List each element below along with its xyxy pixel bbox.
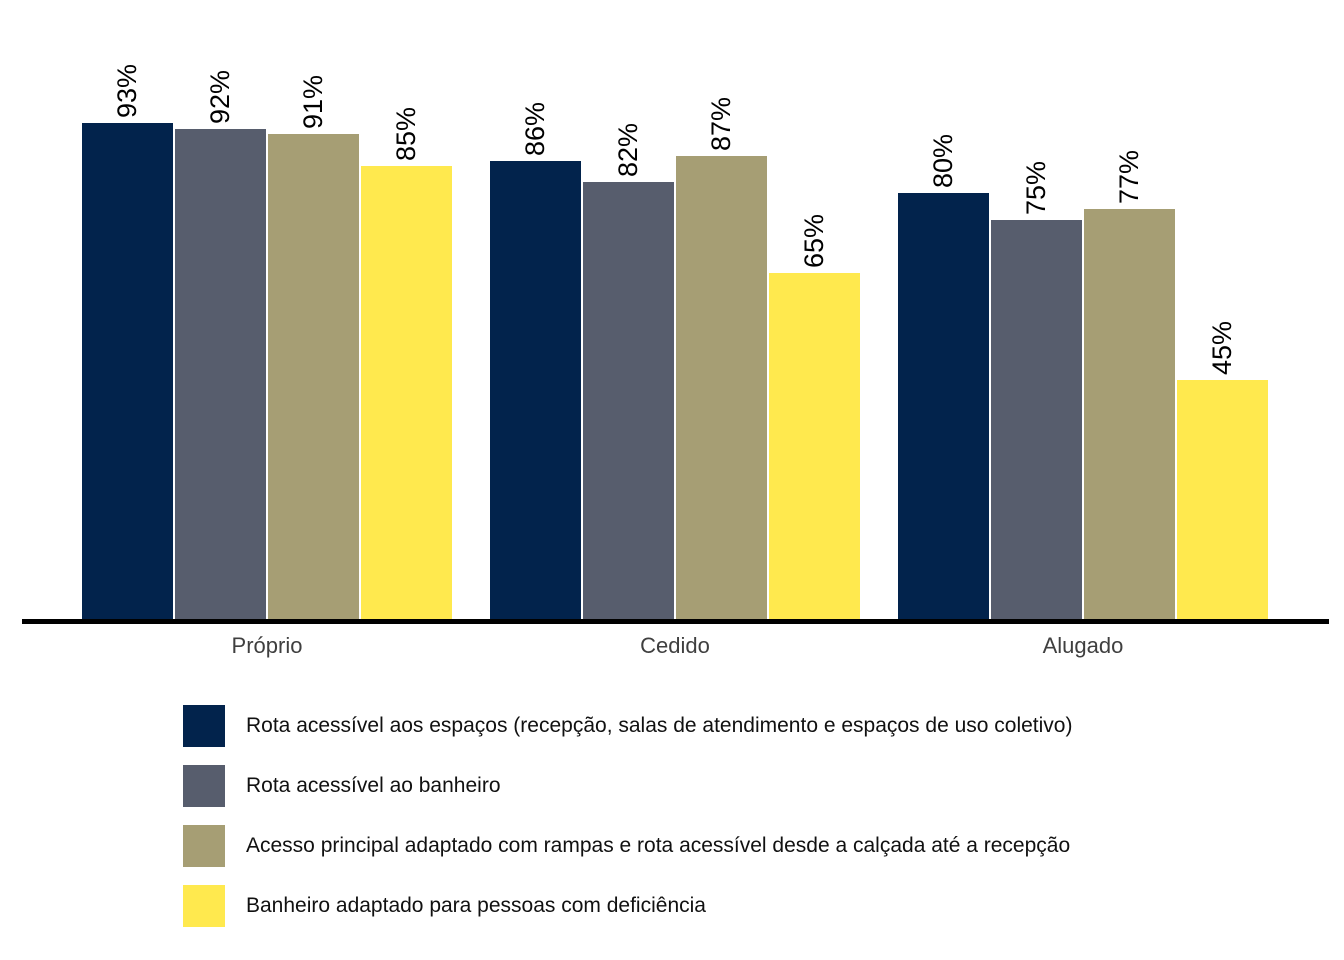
bar-value-label: 86% <box>520 101 550 156</box>
bar-slot <box>82 0 173 621</box>
bar-slot <box>676 0 767 621</box>
bar <box>583 182 674 621</box>
bar-group <box>490 0 860 621</box>
bar <box>1084 209 1175 621</box>
legend-item <box>183 705 1072 747</box>
bar-value-label: 75% <box>1021 160 1051 215</box>
bar-slot <box>769 0 860 621</box>
bar-slot <box>490 0 581 621</box>
legend-item <box>183 765 1072 807</box>
bar-slot <box>1084 0 1175 621</box>
bar <box>991 220 1082 621</box>
legend-item-label: Rota acessível aos espaços (recepção, salas de atendimento e espaços de uso coletivo) <box>246 714 1073 737</box>
bar <box>268 134 359 621</box>
legend-color-swatch <box>183 885 225 927</box>
bar-value-label: 45% <box>1207 320 1237 375</box>
bar-value-label: 82% <box>613 122 643 177</box>
bar-value-label: 92% <box>205 69 235 124</box>
bar-group <box>898 0 1268 621</box>
bar-value-label: 65% <box>799 213 829 268</box>
legend-color-swatch <box>183 765 225 807</box>
legend-color-swatch <box>183 705 225 747</box>
bar-value-label: 77% <box>1114 149 1144 204</box>
bar <box>361 166 452 621</box>
x-axis-label: Alugado <box>1042 633 1124 658</box>
x-axis-labels <box>0 633 1344 665</box>
legend-item-label: Acesso principal adaptado com rampas e rota acessível desde a calçada até a recepção <box>246 834 1071 857</box>
bar <box>1177 380 1268 621</box>
legend-item-label: Rota acessível ao banheiro <box>246 774 501 797</box>
legend <box>183 705 1072 945</box>
bar-slot <box>175 0 266 621</box>
bar <box>769 273 860 621</box>
legend-item-label: Banheiro adaptado para pessoas com deficiência <box>246 894 706 917</box>
bar-slot <box>583 0 674 621</box>
legend-item <box>183 825 1072 867</box>
bar-value-label: 80% <box>928 133 958 188</box>
x-axis-line <box>22 619 1329 624</box>
legend-item <box>183 885 1072 927</box>
bar <box>898 193 989 621</box>
bar-value-label: 91% <box>298 74 328 129</box>
bar-slot <box>361 0 452 621</box>
legend-color-swatch <box>183 825 225 867</box>
bar-slot <box>898 0 989 621</box>
bar-slot <box>991 0 1082 621</box>
x-axis-label: Cedido <box>640 633 710 658</box>
bar <box>490 161 581 621</box>
bar-slot <box>1177 0 1268 621</box>
bar-value-label: 85% <box>391 106 421 161</box>
x-axis-label: Próprio <box>231 633 303 658</box>
bar-group <box>82 0 452 621</box>
bar-value-label: 87% <box>706 96 736 151</box>
bar-value-label: 93% <box>112 63 142 118</box>
bar <box>676 156 767 621</box>
bar <box>82 123 173 621</box>
bar-slot <box>268 0 359 621</box>
bar <box>175 129 266 621</box>
